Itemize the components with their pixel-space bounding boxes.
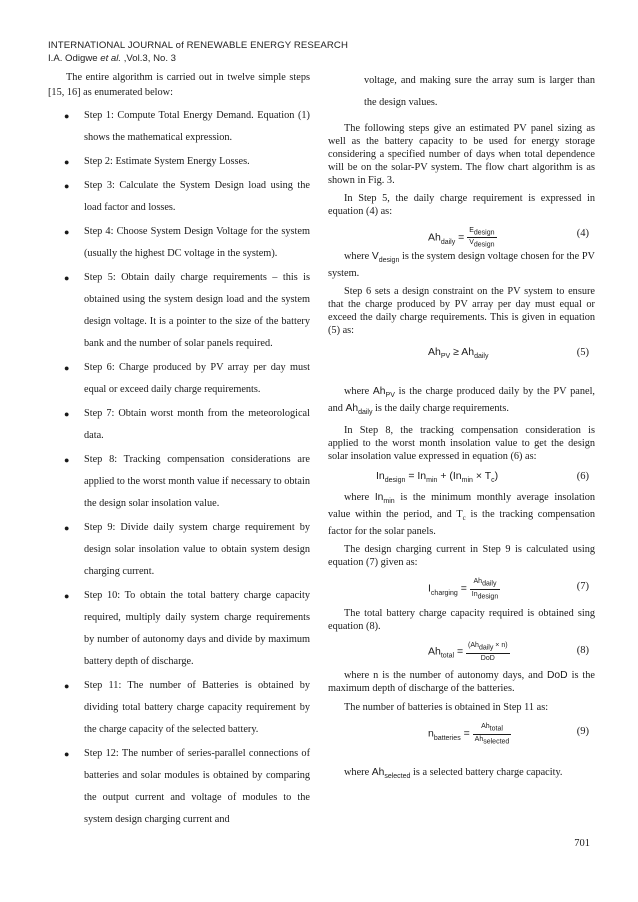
bullet-icon: ● xyxy=(64,591,70,601)
paragraph-step11: The number of batteries is obtained in Step 11 as: xyxy=(344,702,549,714)
intro-paragraph: The entire algorithm is carried out in twelve simple steps [15, 16] as enumerated below: xyxy=(48,72,310,98)
et-al: et al. xyxy=(100,53,122,64)
bullet-icon: ● xyxy=(64,749,70,759)
equation-5: $Ah_{PV} \ge Ah_{daily}$ (5) xyxy=(428,346,589,361)
equation-4: $Ah_{daily}$ = $\frac{E_{design}}{V_{design}}$ (4) xyxy=(428,227,589,249)
bullet-icon: ● xyxy=(64,455,70,465)
equation-number: (5) xyxy=(576,347,589,359)
bullet-icon: ● xyxy=(64,111,70,121)
step-item: ● Step 8: Tracking compensation considerations are applied to the worst month value if necessary to obtain the design solar insolation value. xyxy=(48,449,310,515)
steps-list xyxy=(48,105,310,831)
step-item: ● Step 5: Obtain daily charge requirements – this is obtained using the system design load and the system design voltage. It is a pointer to the size of the battery bank and the number of solar panels required. xyxy=(48,267,310,355)
paragraph-ahselected: where $Ah_{selected}$ is a selected battery charge capacity. xyxy=(344,767,563,781)
bullet-icon: ● xyxy=(64,363,70,373)
running-authors xyxy=(48,53,176,64)
paragraph-step8: In Step 8, the tracking compensation consideration is applied to the worst month insolation value to get the design solar insolation value expressed in equation (6) as: xyxy=(328,425,595,463)
paragraph-step6: Step 6 sets a design constraint on the PV system to ensure that the charge produced by PV array per day must equal or exceed the daily charge requirements. This is given in equation (5) as: xyxy=(328,286,595,337)
bullet-icon: ● xyxy=(64,273,70,283)
bullet-icon: ● xyxy=(64,157,70,167)
equation-8: $Ah_{total}$ = $\frac{(Ah_{daily} \times n)}{\text{DoD}}$ (8) xyxy=(428,642,589,662)
bullet-icon: ● xyxy=(64,181,70,191)
bullet-icon: ● xyxy=(64,523,70,533)
paragraph-vdesign: where $V_{design}$ is the system design voltage chosen for the PV system. xyxy=(328,251,595,280)
equation-number: (8) xyxy=(576,645,589,657)
equation-6: $In_{design} = In_{min} + (In_{min} \times T_c)$ (6) xyxy=(376,470,589,485)
step-item: ● Step 3: Calculate the System Design load using the load factor and losses. xyxy=(48,175,310,219)
step-item: ● Step 4: Choose System Design Voltage for the system (usually the highest DC voltage in the system). xyxy=(48,221,310,265)
step-item: ● Step 11: The number of Batteries is obtained by dividing total battery charge capacity requirement by the charge capacity of the selected battery. xyxy=(48,675,310,741)
paragraph-inmin: where $In_{min}$ is the minimum monthly average insolation value within the period, and $T_c$ is the tracking compensation factor for the solar panels. xyxy=(328,492,596,538)
step-item: ● Step 7: Obtain worst month from the meteorological data. xyxy=(48,403,310,447)
right-column xyxy=(328,70,595,783)
equation-number: (9) xyxy=(576,726,589,738)
equation-number: (7) xyxy=(576,581,589,593)
step-item: ● Step 10: To obtain the total battery charge capacity required, multiply daily system charge requirements by number of autonomy days and divide by maximum battery depth of discharge. xyxy=(48,585,310,673)
step-item: ● Step 2: Estimate System Energy Losses. xyxy=(48,151,310,173)
step12-continuation: voltage, and making sure the array sum is larger than the design values. xyxy=(364,75,595,108)
step-item: ● Step 9: Divide daily system charge requirement by design solar insolation value to obtain system design charging current. xyxy=(48,517,310,583)
paragraph-step5: In Step 5, the daily charge requirement is expressed in equation (4) as: xyxy=(328,193,595,217)
bullet-icon: ● xyxy=(64,227,70,237)
bullet-icon: ● xyxy=(64,681,70,691)
bullet-icon: ● xyxy=(64,409,70,419)
paragraph-total-capacity: The total battery charge capacity required is obtained sing equation (8). xyxy=(328,608,595,633)
equation-7: $I_{charging}$ = $\frac{Ah_{daily}}{In_{design}}$ (7) xyxy=(428,578,589,601)
journal-title: INTERNATIONAL JOURNAL of RENEWABLE ENERGY RESEARCH xyxy=(48,40,348,51)
step-item: ● Step 6: Charge produced by PV array per day must equal or exceed daily charge requirements. xyxy=(48,357,310,401)
volume-info: ,Vol.3, No. 3 xyxy=(121,53,177,64)
step-item: ● Step 12: The number of series-parallel connections of batteries and solar modules is obtained by comparing the output current and voltage of modules to the system design charging current and xyxy=(48,743,310,831)
paragraph-sizing: The following steps give an estimated PV panel sizing as well as the battery capacity to be used for energy storage considering a specified number of days when total dependence will be on the solar-PV system. The flow chart algorithm is as shown in Fig. 3. xyxy=(328,123,595,186)
equation-number: (4) xyxy=(576,228,589,239)
page-number: 701 xyxy=(574,838,590,849)
equation-9: $n_{batteries}$ = $\frac{Ah_{total}}{Ah_{selected}}$ (9) xyxy=(428,723,589,746)
author-name: I.A. Odigwe xyxy=(48,53,98,64)
paragraph-step9: The design charging current in Step 9 is calculated using equation (7) given as: xyxy=(328,544,595,569)
equation-number: (6) xyxy=(576,471,589,483)
paragraph-ahpv: where $Ah_{PV}$ is the charge produced daily by the PV panel, and $Ah_{daily}$ is the daily charge requirements. xyxy=(328,386,595,417)
paragraph-dod: where n is the number of autonomy days, and DoD is the maximum depth of discharge of the batteries. xyxy=(328,670,595,695)
step-item: ● Step 1: Compute Total Energy Demand. Equation (1) shows the mathematical expression. xyxy=(48,105,310,149)
left-column xyxy=(48,70,310,833)
